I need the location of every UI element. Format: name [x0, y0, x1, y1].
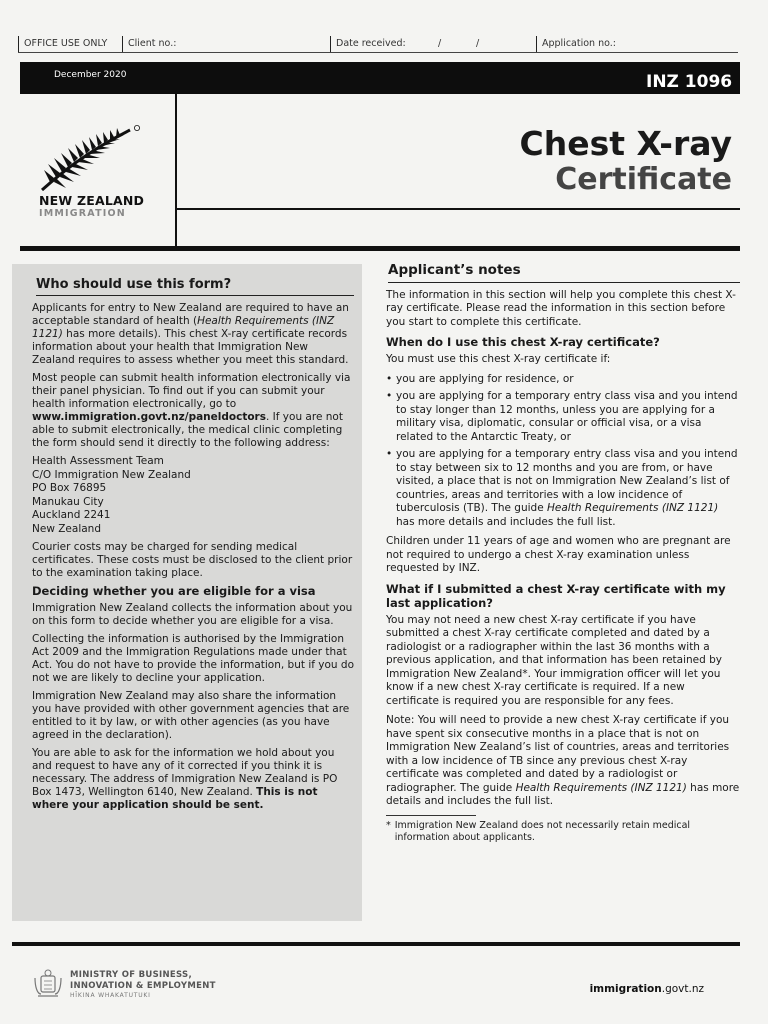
- paragraph: You must use this chest X-ray certificate if:: [386, 353, 611, 365]
- coat-of-arms-icon: [32, 968, 64, 1000]
- page-subtitle: Certificate: [555, 162, 732, 197]
- divider: [18, 36, 19, 52]
- criteria-list: [382, 373, 740, 530]
- date-slash: /: [476, 38, 480, 49]
- ministry-name-line1: MINISTRY OF BUSINESS,: [70, 970, 192, 980]
- paragraph: You are able to ask for the information we hold about you and request to have any of it corrected if you think it is necessary. The address of Immigration New Zealand is PO Box 1473, Wellington 6140, New Zealand. This is not where your application should be sent.: [32, 747, 338, 811]
- date-slash: /: [438, 38, 442, 49]
- footnote: * Immigration New Zealand does not necessarily retain medical information about applicants.: [386, 819, 691, 843]
- office-use-label: OFFICE USE ONLY: [24, 38, 108, 49]
- divider: [330, 36, 331, 52]
- header-divider-horizontal: [175, 208, 740, 210]
- list-item: • you are applying for a temporary entry class visa and you intend to stay longer than 12 months, unless you are applying for a military visa, diplomatic, consular or official visa, or a visa related to the Antarctic Treaty, or: [382, 390, 740, 444]
- paragraph: Most people can submit health information electronically via their panel physician. To find out if you can submit your health information electronically, go to www.immigration.govt.nz/paneldoctors. If you are not able to submit electronically, the medical clinic completing the form should send it directly to the following address:: [32, 372, 351, 449]
- date-received-label: Date received:: [336, 38, 406, 49]
- question-heading: When do I use this chest X-ray certificate?: [386, 335, 660, 349]
- list-item: • you are applying for residence, or: [382, 373, 740, 387]
- page-title: Chest X-ray: [519, 124, 732, 163]
- paragraph: Children under 11 years of age and women who are pregnant are not required to undergo a chest X-ray examination unless requested by INZ.: [386, 535, 731, 574]
- office-use-strip: [18, 34, 738, 56]
- form-date: December 2020: [54, 70, 127, 80]
- divider: [122, 36, 123, 52]
- logo-new-zealand: NEW ZEALAND: [39, 193, 145, 208]
- question-heading: What if I submitted a chest X-ray certificate with my last application?: [386, 581, 726, 610]
- paragraph: Immigration New Zealand may also share the information you have provided with other government agencies that are entitled to it by law, or with other agencies (as you have agreed in the declaration).: [32, 690, 350, 741]
- header-bar: [20, 62, 740, 94]
- list-item: • you are applying for a temporary entry class visa and you intend to stay between six to 12 months and you are from, or have visited, a place that is not on Immigration New Zealand’s list of countries, areas and territories with a low incidence of tuberculosis (TB). The guide Health Requirements (INZ 1121) has more details and includes the full list.: [382, 448, 740, 529]
- footnote-rule: [386, 815, 476, 816]
- postal-address: Health Assessment Team C/O Immigration New Zealand PO Box 76895 Manukau City Auckland 2241 New Zealand: [32, 455, 191, 535]
- application-no-label: Application no.:: [542, 38, 616, 49]
- paragraph: Applicants for entry to New Zealand are required to have an acceptable standard of health (Health Requirements (INZ 1121) has more details). This chest X-ray certificate records information about your health that Immigration New Zealand requires to assess whether you meet this standard.: [32, 302, 349, 366]
- header-divider-vertical: [175, 94, 177, 246]
- ministry-maori-name: HĪKINA WHAKATUTUKI: [70, 992, 151, 999]
- silver-fern-icon: [38, 122, 140, 192]
- paragraph: You may not need a new chest X-ray certificate if you have submitted a chest X-ray certificate completed and dated by a radiologist or a radiographer within the last 36 months with a previous application, and that information has been retained by Immigration New Zealand*. Your immigration officer will let you know if a new chest X-ray certificate is required. If a new certificate is required you are responsible for any fees.: [386, 613, 722, 707]
- website-link[interactable]: immigration.govt.nz: [589, 983, 704, 995]
- header-bottom-rule: [20, 246, 740, 251]
- form-code: INZ 1096: [646, 72, 733, 92]
- section-heading-who: Who should use this form?: [36, 278, 354, 296]
- logo-immigration: IMMIGRATION: [39, 208, 126, 219]
- divider: [536, 36, 537, 52]
- paragraph: The information in this section will help you complete this chest X-ray certificate. Please read the information in this section before you start to complete this certificate.: [386, 288, 736, 328]
- paragraph: Collecting the information is authorised by the Immigration Act 2009 and the Immigration Regulations made under that Act. You do not have to provide the information, but if you do not we are likely to decline your application.: [32, 633, 354, 684]
- section-heading-eligible: Deciding whether you are eligible for a visa: [32, 584, 316, 598]
- paragraph: Courier costs may be charged for sending medical certificates. These costs must be disclosed to the client prior to the examination taking place.: [32, 541, 353, 579]
- client-no-label: Client no.:: [128, 38, 177, 49]
- panel-doctors-link[interactable]: www.immigration.govt.nz/paneldoctors: [32, 411, 266, 423]
- footer-rule: [12, 942, 740, 946]
- note-paragraph: Note: You will need to provide a new chest X-ray certificate if you have spent six consecutive months in a place that is not on Immigration New Zealand’s list of countries, areas and territories with a low incidence of TB since any previous chest X-ray certificate was completed and dated by a radiologist or radiographer. The guide Health Requirements (INZ 1121) has more details and includes the full list.: [386, 714, 740, 807]
- ministry-name-line2: INNOVATION & EMPLOYMENT: [70, 981, 216, 991]
- section-heading-notes: Applicant’s notes: [388, 264, 740, 283]
- left-info-content: [32, 272, 354, 817]
- underline: [18, 52, 738, 53]
- paragraph: Immigration New Zealand collects the information about you on this form to decide whether you are eligible for a visa.: [32, 602, 353, 627]
- applicant-notes: [382, 264, 740, 844]
